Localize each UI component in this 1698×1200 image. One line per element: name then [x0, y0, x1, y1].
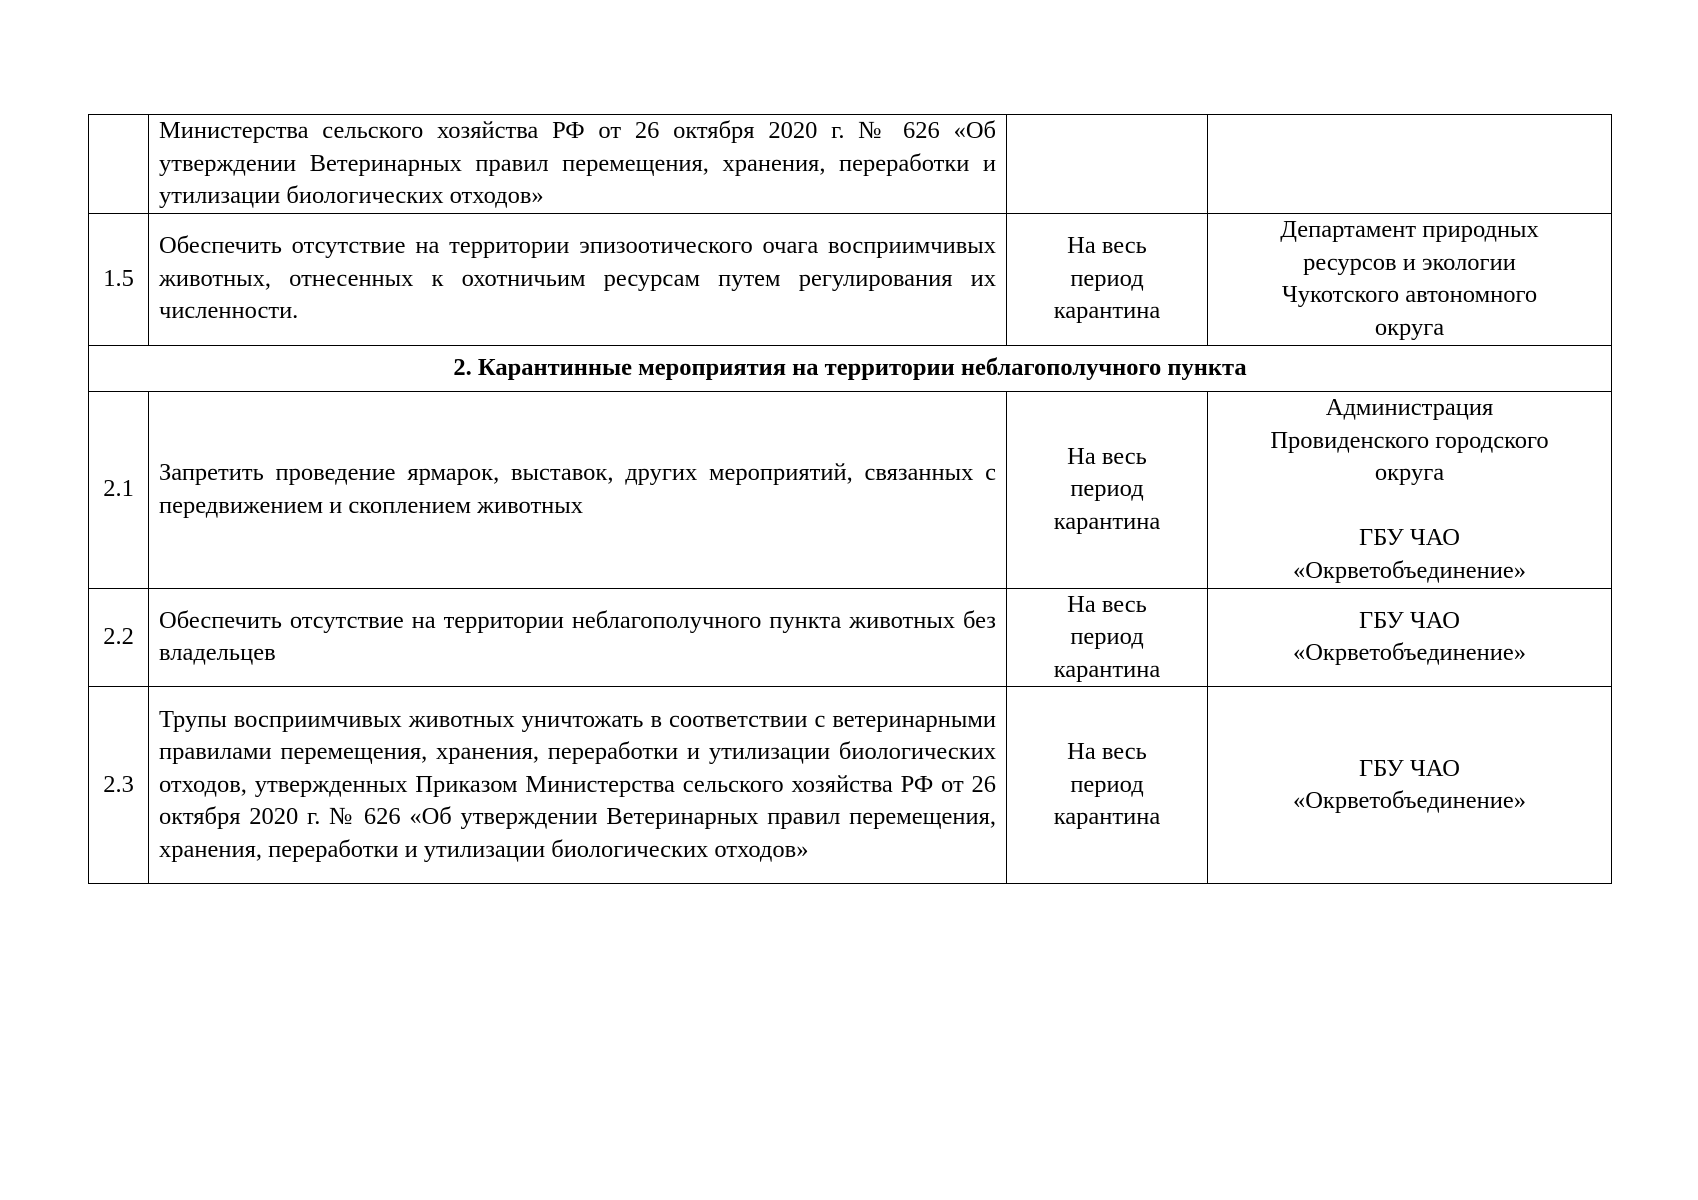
- task-text: Трупы восприимчивых животных уничтожать в соответствии с ветеринарными правилами перемещения, хранения, переработки и утилизации биологических отходов, утвержденных Приказом Министерства сельского хозяйства РФ от 26 октября 2020 г. № 626 «Об утверждении Ветеринарных правил перемещения, хранения, переработки и утилизации биологических отходов»: [149, 687, 1007, 884]
- responsible-line: «Окрветобъединение»: [1292, 556, 1526, 584]
- spacer: [1218, 490, 1601, 523]
- responsible-line: округа: [1374, 313, 1445, 341]
- table-row: [89, 391, 1612, 588]
- table-row: [89, 687, 1612, 884]
- row-number: 2.3: [89, 687, 149, 884]
- term-line: На весь: [1067, 738, 1147, 766]
- term-line: период: [1070, 264, 1144, 292]
- row-number: 1.5: [89, 213, 149, 345]
- term-text: [1007, 588, 1208, 687]
- term-line: На весь: [1067, 442, 1147, 470]
- term-line: период: [1070, 770, 1144, 798]
- term-line: карантина: [1053, 507, 1161, 535]
- term-line: карантина: [1053, 655, 1161, 683]
- measures-table: [88, 114, 1612, 884]
- task-text: Обеспечить отсутствие на территории эпизоотического очага восприимчивых животных, отнесенных к охотничьим ресурсам путем регулирования их численности.: [149, 213, 1007, 345]
- responsible-line: ГБУ ЧАО: [1359, 606, 1460, 634]
- responsible-line: ГБУ ЧАО: [1359, 524, 1460, 551]
- table-row: [89, 115, 1612, 214]
- row-number: [89, 115, 149, 214]
- responsible-text: [1208, 588, 1612, 687]
- task-text: Обеспечить отсутствие на территории неблагополучного пункта животных без владельцев: [149, 588, 1007, 687]
- responsible-line: ГБУ ЧАО: [1359, 754, 1460, 782]
- term-text: [1007, 115, 1208, 214]
- responsible-text: [1208, 115, 1612, 214]
- table-row: [89, 213, 1612, 345]
- responsible-line: ресурсов и экологии: [1303, 248, 1516, 276]
- responsible-line: Администрация: [1325, 394, 1494, 421]
- row-number: 2.2: [89, 588, 149, 687]
- section-title: 2. Карантинные мероприятия на территории неблагополучного пункта: [89, 345, 1612, 391]
- term-line: период: [1070, 475, 1144, 503]
- row-number: 2.1: [89, 391, 149, 588]
- term-line: На весь: [1067, 232, 1147, 260]
- responsible-text: [1208, 687, 1612, 884]
- responsible-line: округа: [1374, 459, 1445, 486]
- section-row: [89, 345, 1612, 391]
- responsible-line: «Окрветобъединение»: [1292, 787, 1526, 814]
- responsible-line: Департамент природных: [1280, 216, 1539, 243]
- task-text: Запретить проведение ярмарок, выставок, других мероприятий, связанных с передвижением и скоплением животных: [149, 391, 1007, 588]
- table-row: [89, 588, 1612, 687]
- task-text: Министерства сельского хозяйства РФ от 26 октября 2020 г. № 626 «Об утверждении Ветеринарных правил перемещения, хранения, переработки и утилизации биологических отходов»: [149, 115, 1007, 214]
- term-line: карантина: [1053, 803, 1161, 831]
- responsible-line: Чукотского автономного: [1281, 281, 1538, 308]
- term-line: На весь: [1067, 590, 1147, 618]
- term-line: период: [1070, 623, 1144, 650]
- term-text: [1007, 213, 1208, 345]
- responsible-text: [1208, 391, 1612, 588]
- term-text: [1007, 687, 1208, 884]
- responsible-text: [1208, 213, 1612, 345]
- term-line: карантина: [1053, 297, 1161, 325]
- term-text: [1007, 391, 1208, 588]
- responsible-line: Провиденского городского: [1270, 426, 1549, 454]
- responsible-line: «Окрветобъединение»: [1292, 639, 1526, 667]
